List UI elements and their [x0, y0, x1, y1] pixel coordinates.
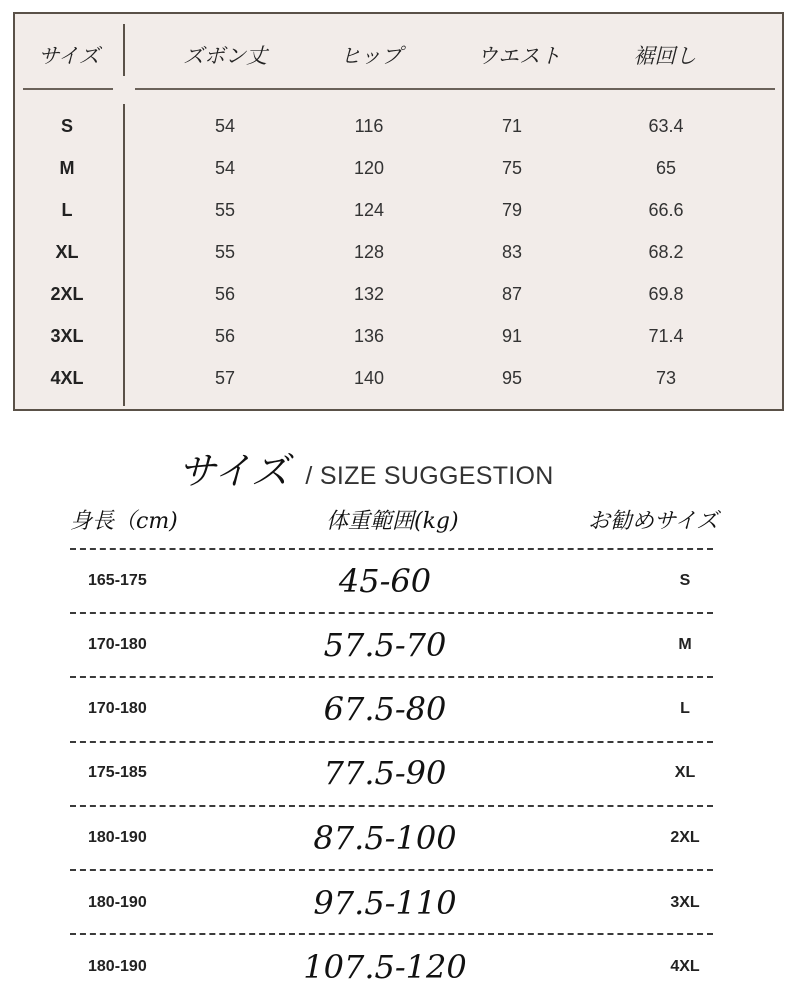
table-row [15, 189, 782, 231]
waist-cell: 95 [501, 368, 523, 388]
header-height: 身長（cm) [70, 509, 178, 534]
hip-cell: 128 [353, 242, 385, 262]
size-cell: M [59, 158, 75, 178]
pants-length-cell: 54 [214, 116, 236, 136]
pants-length-cell: 56 [214, 326, 236, 346]
hip-cell: 136 [353, 326, 385, 346]
header-divider [23, 88, 113, 90]
weight-cell: 67.5-80 [323, 690, 447, 728]
header-hem: 裾回し [633, 44, 697, 68]
waist-cell: 71 [501, 116, 523, 136]
pants-length-cell: 57 [214, 368, 236, 388]
waist-cell: 83 [501, 242, 523, 262]
suggestion-row [0, 677, 800, 741]
section-title-en: / SIZE SUGGESTION [305, 462, 554, 490]
suggestion-row [0, 935, 800, 999]
header-divider [135, 88, 775, 90]
recommended-size-cell: 4XL [670, 958, 700, 975]
size-cell: 4XL [50, 368, 84, 388]
size-chart-table [13, 12, 784, 411]
hip-cell: 116 [354, 116, 384, 136]
waist-cell: 87 [501, 284, 523, 304]
recommended-size-cell: M [678, 636, 692, 653]
header-size: サイズ [38, 44, 100, 68]
section-title-jp: サイズ [178, 449, 289, 493]
recommended-size-cell: XL [674, 764, 696, 781]
header-pants-length: ズボン丈 [183, 44, 267, 68]
suggestion-row [0, 613, 800, 677]
recommended-size-cell: S [679, 572, 691, 589]
pants-length-cell: 56 [214, 284, 236, 304]
table-row [15, 357, 782, 399]
recommended-size-cell: L [680, 700, 690, 717]
weight-cell: 107.5-120 [303, 948, 467, 986]
suggestion-row [0, 806, 800, 870]
height-cell: 170-180 [88, 700, 147, 717]
weight-cell: 97.5-110 [313, 884, 457, 922]
recommended-size-cell: 3XL [670, 894, 700, 911]
table-row [15, 105, 782, 147]
pants-length-cell: 54 [214, 158, 236, 178]
hem-cell: 69.8 [648, 284, 684, 304]
size-cell: XL [55, 242, 79, 262]
hip-cell: 124 [353, 200, 385, 220]
height-cell: 180-190 [88, 958, 147, 975]
size-cell: 2XL [50, 284, 84, 304]
suggestion-row [0, 741, 800, 805]
hem-cell: 66.6 [648, 200, 684, 220]
table-row [15, 231, 782, 273]
waist-cell: 91 [501, 326, 523, 346]
table-row [15, 315, 782, 357]
size-cell: L [61, 200, 73, 220]
header-waist: ウエスト [477, 44, 561, 68]
section-title [178, 440, 554, 495]
hem-cell: 73 [655, 368, 677, 388]
hem-cell: 65 [655, 158, 677, 178]
weight-cell: 45-60 [338, 562, 432, 600]
hem-cell: 68.2 [648, 242, 684, 262]
height-cell: 175-185 [88, 764, 147, 781]
table-row [15, 273, 782, 315]
pants-length-cell: 55 [214, 200, 236, 220]
table-row [15, 147, 782, 189]
weight-cell: 57.5-70 [323, 626, 447, 664]
hip-cell: 120 [353, 158, 385, 178]
height-cell: 170-180 [88, 636, 147, 653]
waist-cell: 75 [501, 158, 523, 178]
header-recommended-size: お勧めサイズ [588, 509, 719, 534]
waist-cell: 79 [501, 200, 523, 220]
weight-cell: 77.5-90 [323, 754, 447, 792]
hip-cell: 132 [353, 284, 385, 304]
suggestion-row [0, 871, 800, 935]
height-cell: 180-190 [88, 829, 147, 846]
size-cell: S [60, 116, 73, 136]
pants-length-cell: 55 [214, 242, 236, 262]
header-hip: ヒップ [339, 44, 403, 68]
height-cell: 180-190 [88, 894, 147, 911]
height-cell: 165-175 [88, 572, 147, 589]
size-cell: 3XL [50, 326, 84, 346]
recommended-size-cell: 2XL [670, 829, 700, 846]
hip-cell: 140 [353, 368, 385, 388]
weight-cell: 87.5-100 [313, 819, 457, 857]
hem-cell: 63.4 [648, 116, 684, 136]
suggestion-row [0, 549, 800, 613]
hem-cell: 71.4 [648, 326, 684, 346]
header-weight-range: 体重範囲(kg) [326, 509, 459, 534]
